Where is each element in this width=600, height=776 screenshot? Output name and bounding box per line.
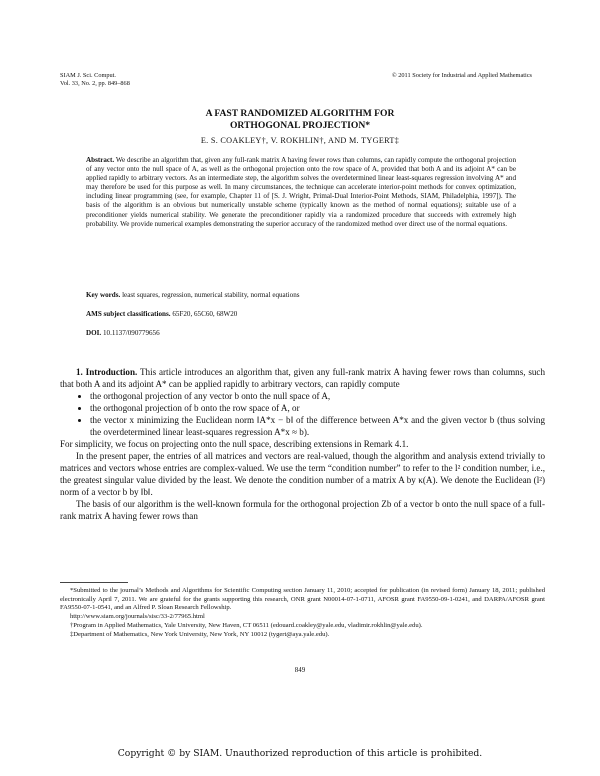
keywords [86,291,300,300]
keywords-text: least squares, regression, numerical stability, normal equations [122,291,300,299]
section-heading: 1. Introduction. [76,367,138,377]
paragraph-basis: The basis of our algorithm is the well-known formula for the orthogonal projection Zb of a vector b onto the null space of a full-rank matrix A having fewer rows than [60,499,545,521]
footnote-submission: *Submitted to the journal’s Methods and Algorithms for Scientific Computing section January 11, 2010; accepted for publication (in revised form) January 18, 2011; published electronically April 7, 2011. We are grateful for the grants supporting this research, ONR grant N00014-07-1-0711, AFOSR grant FA9550-09-1-0241, and DARPA/AFOSR grant FA9550-07-1-0541, and an Alfred P. Sloan Research Fellowship. [60,587,545,612]
keywords-label: Key words. [86,291,121,299]
paper-title [0,108,600,131]
list-item: • the orthogonal projection of b onto the row space of A, or [90,402,545,414]
bullet-list [60,390,545,438]
title-line-1: A FAST RANDOMIZED ALGORITHM FOR [205,108,395,119]
intro-paragraph: This article introduces an algorithm that, given any full-rank matrix A having fewer rows than columns, such that both A and its adjoint A* can be applied rapidly to arbitrary vectors, can rapidly compute [60,367,546,389]
doi-label: DOI. [86,329,102,337]
list-item: • the vector x minimizing the Euclidean norm ‖A*x − b‖ of the difference between A*x and the given vector b (thus solving the overdetermined linear least-squares regression A*x ≈ b). [90,414,545,438]
abstract-label: Abstract. [86,156,115,164]
doi-text: 10.1137/090779656 [102,329,160,337]
footnote-divider [60,582,128,583]
footnote-nyu: ‡Department of Mathematics, New York University, New York, NY 10012 (tygert@aya.yale.edu). [70,630,330,638]
journal-header [60,72,130,88]
page-number: 849 [294,666,306,674]
journal-name: SIAM J. Sci. Comput. [60,72,116,79]
paragraph-present: In the present paper, the entries of all matrices and vectors are real-valued, though the algorithm and analysis extend trivially to matrices and vectors whose entries are complex-valued. We use the term “condition number” to refer to the l² condition number, i.e., the greatest singular value divided by the least. We denote the condition number of a matrix A by κ(A). We denote the Euclidean (l²) norm of a vector b by ‖b‖. [60,451,545,497]
author-list: E. S. COAKLEY†, V. ROKHLIN†, AND M. TYGERT‡ [200,136,400,145]
footnote-url[interactable]: http://www.siam.org/journals/sisc/33-2/77965.html [70,613,205,621]
footnotes [60,587,545,639]
list-item: • the orthogonal projection of any vector b onto the null space of A, [90,390,545,402]
title-line-2: ORTHOGONAL PROJECTION* [229,119,371,131]
ams-text: 65F20, 65C60, 68W20 [172,310,238,318]
ams-label: AMS subject classifications. [86,310,171,318]
society-copyright: © 2011 Society for Industrial and Applied Mathematics [391,72,532,79]
section-introduction [60,366,545,522]
footnote-yale: †Program in Applied Mathematics, Yale University, New Haven, CT 06511 (edouard.coakley@yale.edu, vladimir.rokhlin@yale.edu). [70,621,423,629]
journal-volume: Vol. 33, No. 2, pp. 849–868 [60,80,130,87]
doi [86,329,160,338]
paragraph-simplicity: For simplicity, we focus on projecting onto the null space, describing extensions in Remark 4.1. [60,439,409,449]
ams-classifications [86,310,237,319]
abstract [86,156,516,229]
copyright-notice: Copyright © by SIAM. Unauthorized reproduction of this article is prohibited. [117,748,483,759]
abstract-text: We describe an algorithm that, given any full-rank matrix A having fewer rows than columns, can rapidly compute the orthogonal projection of any vector onto the null space of A, as well as the orthogonal projection onto the row space of A, provided that both A and its adjoint A* can be applied rapidly to arbitrary vectors. As an intermediate step, the algorithm solves the overdetermined linear least-squares regression involving A* and may therefore be used for this purpose as well. In many circumstances, the technique can accelerate interior-point methods for convex optimization, including linear programming (see, for example, Chapter 11 of [S. J. Wright, Primal-Dual Interior-Point Methods, SIAM, Philadelphia, 1997]). The basis of the algorithm is an obvious but numerically unstable scheme (typically known as the method of normal equations); suitable use of a preconditioner yields numerical stability. We generate the preconditioner rapidly via a randomized procedure that succeeds with extremely high probability. We provide numerical examples demonstrating the superior accuracy of the randomized method over direct use of the normal equations. [86,156,516,228]
